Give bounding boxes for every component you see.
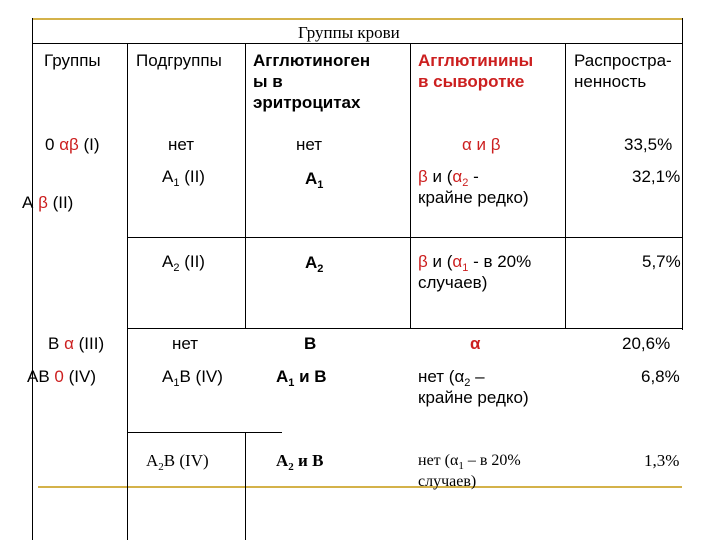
subgroup-number: В (IV)	[179, 367, 223, 386]
agglutinogen-letter: А	[305, 169, 318, 188]
prevalence-cell: 20,6%	[622, 334, 671, 353]
agglutinin-cell	[418, 251, 531, 293]
agglutinin-note: нет (α	[418, 367, 465, 386]
header-prevalence-line2: ненность	[574, 72, 647, 91]
agglutinin-beta: β	[418, 167, 428, 186]
subgroup-index: 2	[173, 262, 180, 274]
group-number: (III)	[73, 334, 105, 353]
agglutinin-alpha: α	[452, 167, 463, 186]
group-agglutinin: 0	[54, 367, 64, 386]
header-agglutinins-line1: Агглютинины	[418, 51, 534, 70]
top-gold-rule	[32, 18, 682, 20]
agglutinin-beta: β	[418, 252, 428, 271]
subgroup-number: В (IV)	[163, 451, 209, 470]
page-title: Группы крови	[298, 23, 400, 42]
group-letter: А	[22, 193, 39, 212]
agglutinin-index: 2	[464, 377, 471, 389]
table-right-border	[682, 18, 683, 330]
agglutinogen-index: 1	[317, 179, 324, 191]
group-agglutinin: αβ	[59, 135, 79, 154]
agglutinogen-index: 2	[317, 263, 324, 275]
group-cell	[27, 366, 96, 387]
header-subgroups: Подгруппы	[136, 51, 222, 70]
header-groups: Группы	[44, 51, 101, 70]
subgroup-cell	[146, 450, 209, 471]
group-number: (II)	[47, 193, 74, 212]
subgroup-letter: А	[162, 167, 174, 186]
agglutinin-note: - в 20%	[468, 252, 532, 271]
prevalence-cell: 1,3%	[644, 451, 680, 470]
group-letter: АВ	[27, 367, 55, 386]
agglutinogen-cell	[276, 450, 323, 471]
agglutinin-index: 1	[462, 262, 469, 274]
agglutinin-note-line2: крайне редко)	[418, 188, 529, 207]
group-letter: 0	[45, 135, 60, 154]
agglutinin-note-line2: случаев)	[418, 473, 477, 490]
agglutinogen-letter: А	[276, 451, 289, 470]
group-letter: В	[48, 334, 65, 353]
agglutinin-note: -	[468, 167, 479, 186]
header-agglutinogens-line1: Агглютиноген	[253, 51, 371, 70]
row-divider	[127, 328, 682, 329]
agglutinogen-index: 2	[288, 461, 294, 473]
agglutinogen-letter: А	[305, 253, 318, 272]
group-agglutinin: α	[64, 334, 74, 353]
header-agglutinogens-line2: ы в	[253, 72, 283, 91]
table-top-border	[32, 43, 682, 44]
row-divider	[127, 432, 282, 433]
header-prevalence-line1: Распростра-	[574, 51, 672, 70]
agglutinin-connector: и (	[427, 252, 453, 271]
subgroup-index: 1	[173, 177, 180, 189]
column-divider-2	[245, 43, 246, 328]
group-cell	[45, 134, 100, 155]
agglutinin-note-rest: – в 20%	[463, 452, 521, 469]
agglutinin-cell: α и β	[462, 135, 501, 154]
table-left-border	[32, 18, 33, 540]
agglutinogen-cell	[305, 168, 323, 189]
subgroup-number: (II)	[179, 167, 205, 186]
subgroup-cell	[162, 251, 205, 272]
subgroup-cell: нет	[168, 135, 195, 154]
agglutinogen-cell: В	[304, 334, 317, 353]
agglutinin-cell	[418, 450, 521, 492]
agglutinin-connector: и (	[427, 167, 453, 186]
group-cell	[48, 333, 104, 354]
agglutinin-index: 1	[458, 460, 464, 472]
agglutinogen-cell	[305, 252, 323, 273]
column-divider-low	[245, 432, 246, 540]
agglutinogen-rest: и В	[294, 367, 327, 386]
column-divider-3	[410, 43, 411, 328]
agglutinin-alpha: α	[452, 252, 463, 271]
column-divider-1	[127, 43, 128, 540]
subgroup-letter: А	[162, 252, 174, 271]
header-agglutinogens	[253, 50, 370, 113]
prevalence-cell: 5,7%	[642, 252, 681, 271]
header-agglutinins	[418, 50, 533, 92]
agglutinin-note-line2: случаев)	[418, 273, 488, 292]
prevalence-cell: 33,5%	[624, 135, 673, 154]
subgroup-cell: нет	[172, 334, 199, 353]
group-number: (IV)	[63, 367, 96, 386]
column-divider-4	[565, 43, 566, 328]
prevalence-cell: 6,8%	[641, 367, 680, 386]
prevalence-cell: 32,1%	[632, 167, 681, 186]
agglutinogen-cell: нет	[296, 135, 323, 154]
header-agglutinins-line2: в сыворотке	[418, 72, 525, 91]
group-number: (I)	[78, 135, 100, 154]
header-prevalence	[574, 50, 672, 92]
agglutinin-note-line2: крайне редко)	[418, 388, 529, 407]
agglutinin-cell	[418, 166, 529, 208]
agglutinogen-letter: А	[276, 367, 289, 386]
agglutinin-cell	[418, 366, 529, 408]
subgroup-index: 1	[173, 377, 180, 389]
subgroup-letter: А	[146, 451, 159, 470]
subgroup-number: (II)	[179, 252, 205, 271]
header-agglutinogens-line3: эритроцитах	[253, 93, 361, 112]
agglutinogen-rest: и В	[293, 451, 324, 470]
subgroup-cell	[162, 366, 223, 387]
subgroup-letter: А	[162, 367, 174, 386]
agglutinin-index: 2	[462, 177, 469, 189]
agglutinin-note: нет (α	[418, 452, 459, 469]
row-divider	[127, 237, 682, 238]
subgroup-index: 2	[158, 461, 164, 473]
subgroup-cell	[162, 166, 205, 187]
agglutinin-note-rest: –	[470, 367, 485, 386]
agglutinogen-index: 1	[288, 377, 295, 389]
agglutinin-cell: α	[470, 334, 481, 353]
agglutinogen-cell	[276, 366, 327, 387]
bottom-gold-rule	[38, 486, 682, 488]
group-cell	[22, 192, 73, 213]
group-agglutinin: β	[38, 193, 48, 212]
